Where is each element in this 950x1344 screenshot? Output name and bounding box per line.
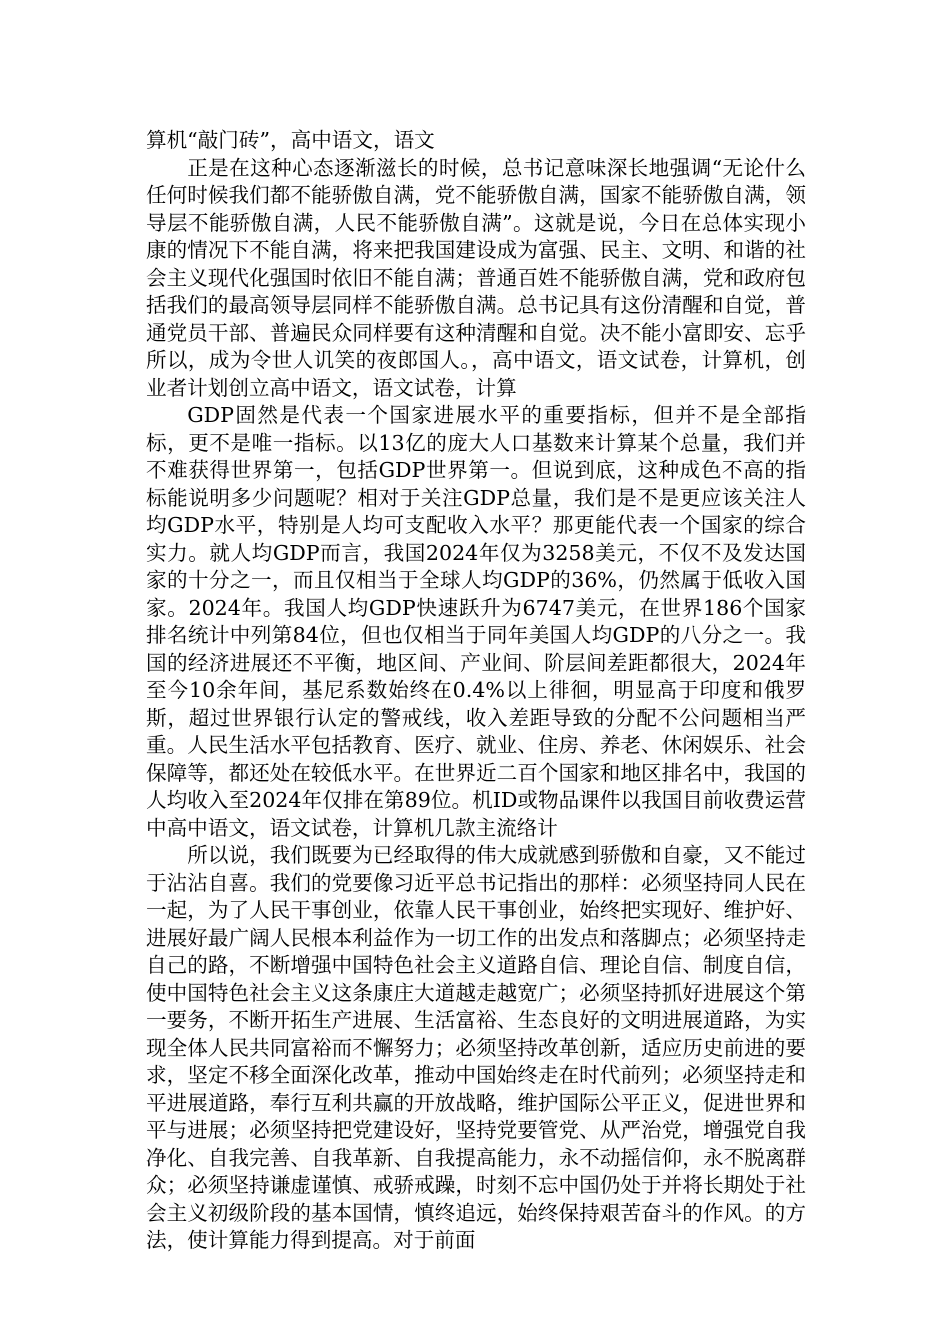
document-page — [146, 127, 806, 1255]
paragraph-1: 算机“敲门砖”，高中语文，语文 — [146, 128, 435, 152]
paragraph-3: GDP固然是代表一个国家进展水平的重要指标，但并不是全部指标，更不是唯一指标。以13亿的庞大人口基数来计算某个总量，我们并不难获得世界第一，包括GDP世界第一。但说到底，这种成色不高的指标能说明多少问题呢？相对于关注GDP总量，我们是不是更应该关注人均GDP水平，特别是人均可支配收入水平？那更能代表一个国家的综合实力。就人均GDP而言，我国2024年仅为3258美元，不仅不及发达国家的十分之一，而且仅相当于全球人均GDP的36%，仍然属于低收入国家。2024年。我国人均GDP快速跃升为6747美元，在世界186个国家排名统计中列第84位，但也仅相当于同年美国人均GDP的八分之一。我国的经济进展还不平衡，地区间、产业间、阶层间差距都很大，2024年至今10余年间，基尼系数始终在0.4%以上徘徊，明显高于印度和俄罗斯，超过世界银行认定的警戒线，收入差距导致的分配不公问题相当严重。人民生活水平包括教育、医疗、就业、住房、养老、休闲娱乐、社会保障等，都还处在较低水平。在世界近二百个国家和地区排名中，我国的人均收入至2024年仅排在第89位。机ID或物品课件以我国目前收费运营中高中语文，语文试卷，计算机几款主流络计 — [146, 403, 806, 840]
paragraph-2: 正是在这种心态逐渐滋长的时候，总书记意味深长地强调“无论什么任何时候我们都不能骄傲自满，党不能骄傲自满，国家不能骄傲自满，领导层不能骄傲自满，人民不能骄傲自满”。这就是说，今日在总体实现小康的情况下不能自满，将来把我国建设成为富强、民主、文明、和谐的社会主义现代化强国时依旧不能自满；普通百姓不能骄傲自满，党和政府包括我们的最高领导层同样不能骄傲自满。总书记具有这份清醒和自觉，普通党员干部、普遍民众同样要有这种清醒和自觉。决不能小富即安、忘乎所以，成为令世人讥笑的夜郎国人。，高中语文，语文试卷，计算机，创业者计划创立高中语文，语文试卷，计算 — [146, 155, 806, 400]
paragraph-4: 所以说，我们既要为已经取得的伟大成就感到骄傲和自豪，又不能过于沾沾自喜。我们的党要像习近平总书记指出的那样：必须坚持同人民在一起，为了人民干事创业，依靠人民干事创业，始终把实现好、维护好、进展好最广阔人民根本利益作为一切工作的出发点和落脚点；必须坚持走自己的路，不断增强中国特色社会主义道路自信、理论自信、制度自信，使中国特色社会主义这条康庄大道越走越宽广；必须坚持抓好进展这个第一要务，不断开拓生产进展、生活富裕、生态良好的文明进展道路，为实现全体人民共同富裕而不懈努力；必须坚持改革创新，适应历史前进的要求，坚定不移全面深化改革，推动中国始终走在时代前列；必须坚持走和平进展道路，奉行互利共赢的开放战略，维护国际公平正义，促进世界和平与进展；必须坚持把党建设好，坚持党要管党、从严治党，增强党自我净化、自我完善、自我革新、自我提高能力，永不动摇信仰，永不脱离群众；必须坚持谦虚谨慎、戒骄戒躁，时刻不忘中国仍处于并将长期处于社会主义初级阶段的基本国情，慎终追远，始终保持艰苦奋斗的作风。的方法，使计算能力得到提高。对于前面 — [146, 843, 806, 1252]
